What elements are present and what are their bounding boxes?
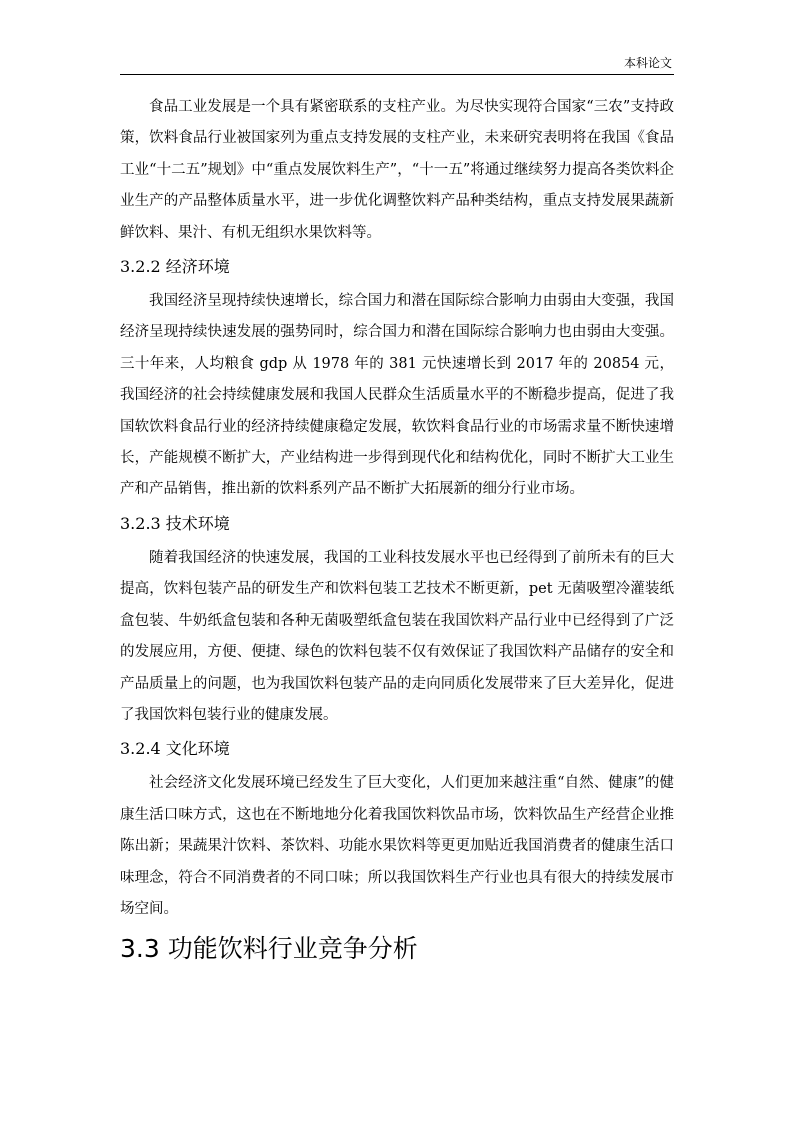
running-header: 本科论文 [623, 56, 672, 70]
heading-3-2-2: 3.2.2 经济环境 [120, 257, 230, 277]
paragraph-economic-environment: 我国经济呈现持续快速增长，综合国力和潜在国际综合影响力由弱由大变强，我国经济呈现持续快速发展的强势同时，综合国力和潜在国际综合影响力也由弱由大变强。三十年来，人均粮食 gdp 从 1978 年的 381 元快速增长到 2017 年的 20854 元，我国经济的社会持续健康发展和我国人民群众生活质量水平的不断稳步提高，促进了我国软饮料食品行业的经济持续健康稳定发展，软饮料食品行业的市场需求量不断快速增长，产能规模不断扩大，产业结构进一步得到现代化和结构优化，同时不断扩大工业生产和产品销售，推出新的饮料系列产品不断扩大拓展新的细分行业市场。 [120, 293, 674, 498]
header-rule [120, 74, 674, 75]
page-body [120, 92, 674, 969]
heading-3-2-3: 3.2.3 技术环境 [120, 513, 230, 533]
heading-3-2-4: 3.2.4 文化环境 [120, 739, 230, 759]
paragraph-policy-environment: 食品工业发展是一个具有紧密联系的支柱产业。为尽快实现符合国家“三农”支持政策，饮料食品行业被国家列为重点支持发展的支柱产业，未来研究表明将在我国《食品工业“十二五”规划》中“重点发展饮料生产”，“十一五”将通过继续努力提高各类饮料企业生产的产品整体质量水平，进一步优化调整饮料产品种类结构，重点支持发展果蔬新鲜饮料、果汁、有机无组织水果饮料等。 [120, 99, 674, 241]
paragraph-technology-environment: 随着我国经济的快速发展，我国的工业科技发展水平也已经得到了前所未有的巨大提高，饮料包装产品的研发生产和饮料包装工艺技术不断更新，pet 无菌吸塑冷灌装纸盒包装、牛奶纸盒包装和各种无菌吸塑纸盒包装在我国饮料产品行业中已经得到了广泛的发展应用，方便、便捷、绿色的饮料包装不仅有效保证了我国饮料产品储存的安全和产品质量上的问题，也为我国饮料包装产品的走向同质化发展带来了巨大差异化，促进了我国饮料包装行业的健康发展。 [120, 549, 674, 723]
paragraph-cultural-environment: 社会经济文化发展环境已经发生了巨大变化，人们更加来越注重“自然、健康”的健康生活口味方式，这也在不断地地分化着我国饮料饮品市场，饮料饮品生产经营企业推陈出新；果蔬果汁饮料、茶饮料、功能水果饮料等更更加贴近我国消费者的健康生活口味理念，符合不同消费者的不同口味；所以我国饮料生产行业也具有很大的持续发展市场空间。 [120, 775, 674, 917]
heading-3-3: 3.3 功能饮料行业竞争分析 [120, 934, 418, 964]
